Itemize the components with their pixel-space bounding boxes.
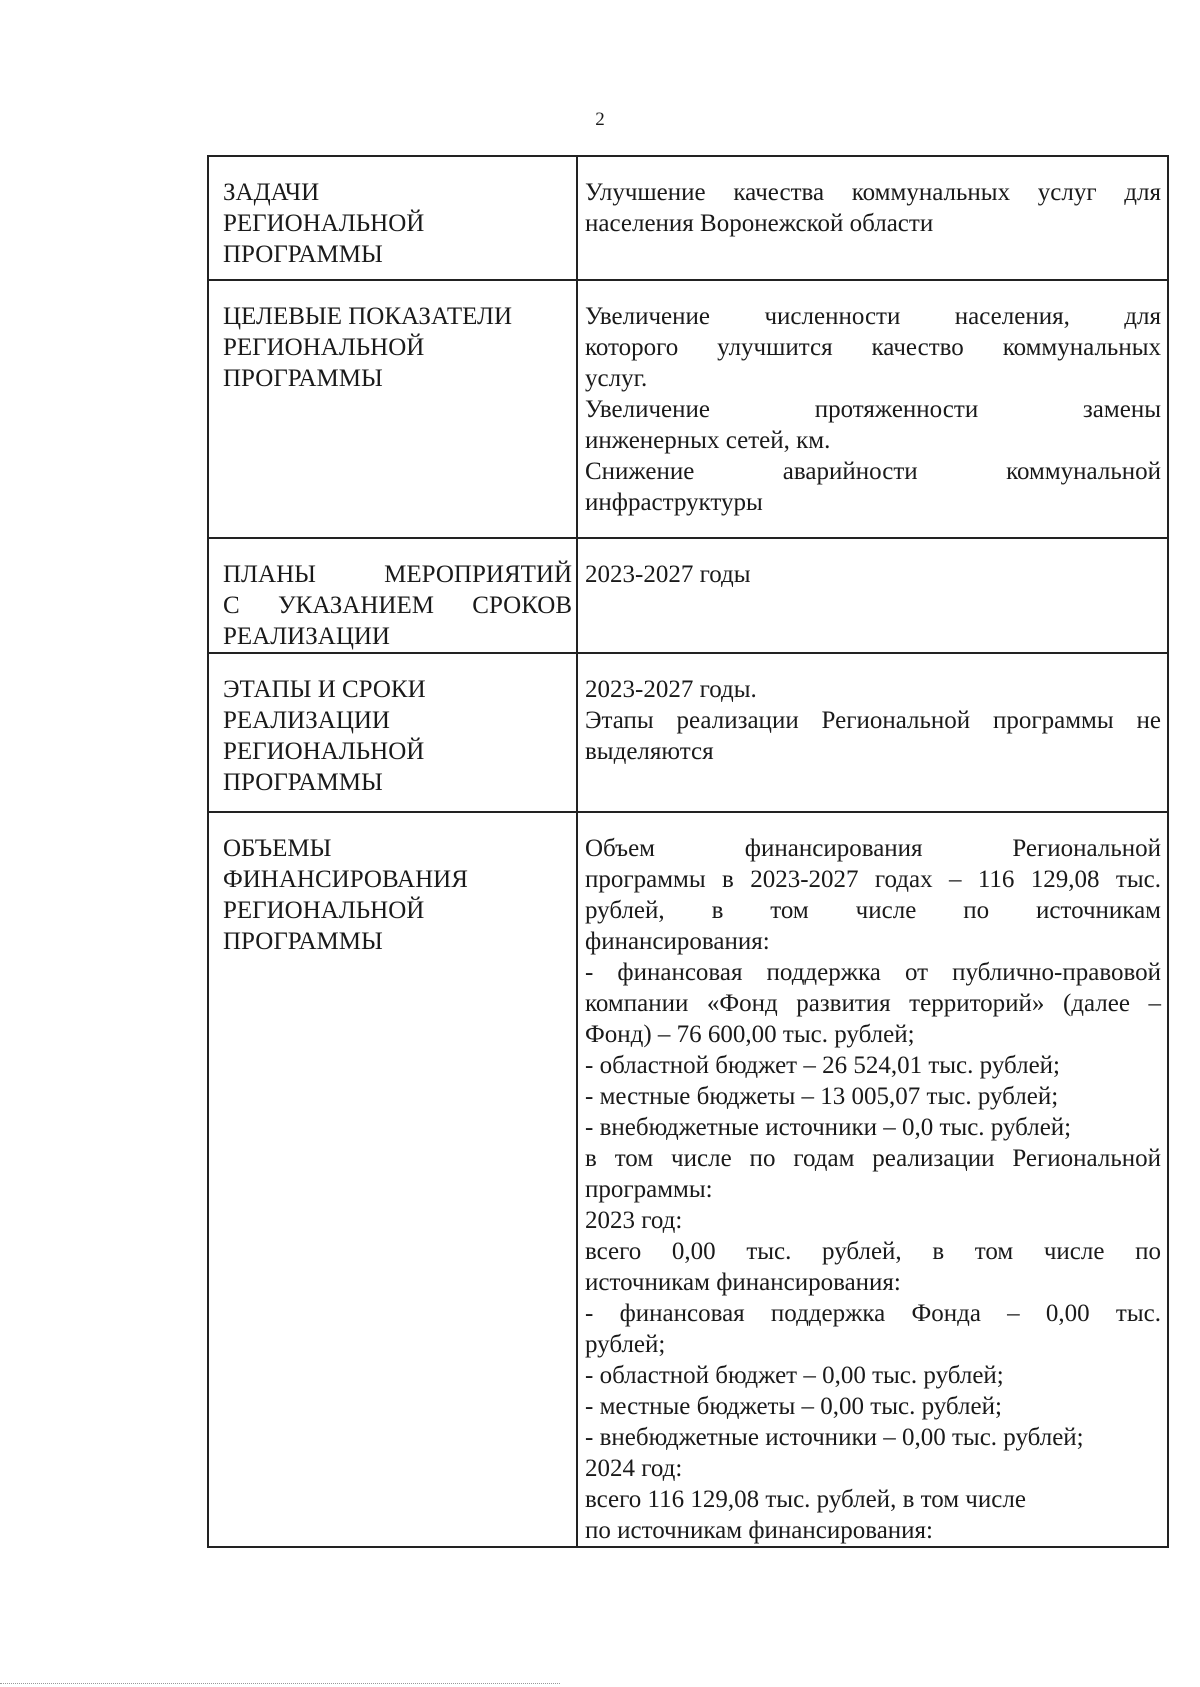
row-label-cell [208,156,577,280]
row-label-line: ОБЪЕМЫ [223,835,332,862]
row-value-line: Увеличение протяженности замены [585,396,1161,423]
row-value-line: 2023 год: [585,1207,683,1234]
row-value-line: программы: [585,1176,713,1203]
row-value-line: населения Воронежской области [585,210,934,237]
row-label-cell [208,812,577,1547]
row-value-line: 2023-2027 годы. [585,676,757,703]
row-value-line: - внебюджетные источники – 0,0 тыс. рублей; [585,1114,1072,1141]
row-label-line: ЗАДАЧИ [223,179,320,206]
row-value-line: компании «Фонд развития территорий» (далее – [585,990,1161,1017]
row-value-line: финансирования: [585,928,770,955]
row-value-line: - местные бюджеты – 13 005,07 тыс. рублей; [585,1083,1059,1110]
row-value-line: Снижение аварийности коммунальной [585,458,1161,485]
passport-row [208,156,1168,280]
row-label-line: РЕГИОНАЛЬНОЙ [223,897,425,924]
passport-row [208,653,1168,812]
row-label-line: РЕГИОНАЛЬНОЙ [223,738,425,765]
row-label-line: ПРОГРАММЫ [223,241,383,268]
row-value-line: программы в 2023-2027 годах – 116 129,08 тыс. [585,866,1161,893]
row-label-line: РЕГИОНАЛЬНОЙ [223,210,425,237]
row-value-cell [577,538,1168,653]
row-value-line: которого улучшится качество коммунальных [585,334,1161,361]
row-label-line: С УКАЗАНИЕМ СРОКОВ [223,592,572,619]
row-value-line: услуг. [585,365,648,392]
row-value-line: - финансовая поддержка от публично-правовой [585,959,1161,986]
passport-row [208,812,1168,1547]
row-label-line: ЦЕЛЕВЫЕ ПОКАЗАТЕЛИ [223,303,513,330]
row-label-line: ПРОГРАММЫ [223,365,383,392]
row-value-line: рублей, в том числе по источникам [585,897,1161,924]
row-value-line: источникам финансирования: [585,1269,901,1296]
program-passport-table [207,155,1169,1548]
row-label-cell [208,280,577,538]
row-value-line: Объем финансирования Региональной [585,835,1161,862]
row-label-cell [208,653,577,812]
row-value-line: 2023-2027 годы [585,561,751,588]
row-label-line: ПЛАНЫ МЕРОПРИЯТИЙ [223,561,572,588]
row-value-cell [577,280,1168,538]
row-value-cell [577,156,1168,280]
row-label-line: РЕАЛИЗАЦИИ [223,623,390,650]
row-value-cell [577,812,1168,1547]
row-value-line: в том числе по годам реализации Региональной [585,1145,1161,1172]
row-value-line: инфраструктуры [585,489,763,516]
row-value-line: Увеличение численности населения, для [585,303,1161,330]
row-value-line: инженерных сетей, км. [585,427,831,454]
passport-row [208,538,1168,653]
row-value-line: 2024 год: [585,1455,683,1482]
row-value-line: всего 116 129,08 тыс. рублей, в том числе [585,1486,1026,1513]
row-value-line: по источникам финансирования: [585,1517,933,1544]
row-value-line: - областной бюджет – 26 524,01 тыс. рублей; [585,1052,1060,1079]
row-value-line: - финансовая поддержка Фонда – 0,00 тыс. [585,1300,1161,1327]
row-label-line: ПРОГРАММЫ [223,769,383,796]
row-value-line: - местные бюджеты – 0,00 тыс. рублей; [585,1393,1002,1420]
row-label-line: ПРОГРАММЫ [223,928,383,955]
row-value-line: Этапы реализации Региональной программы не [585,707,1161,734]
row-label-line: РЕАЛИЗАЦИИ [223,707,390,734]
page-number: 2 [595,109,605,130]
passport-row [208,280,1168,538]
row-value-line: рублей; [585,1331,666,1358]
row-value-line: выделяются [585,738,714,765]
page-bottom-rule [0,1683,560,1684]
row-label-line: ФИНАНСИРОВАНИЯ [223,866,468,893]
row-label-line: ЭТАПЫ И СРОКИ [223,676,426,703]
row-label-line: РЕГИОНАЛЬНОЙ [223,334,425,361]
row-value-line: всего 0,00 тыс. рублей, в том числе по [585,1238,1161,1265]
passport-table-body [208,156,1168,1547]
row-value-line: - областной бюджет – 0,00 тыс. рублей; [585,1362,1004,1389]
row-value-line: Фонд) – 76 600,00 тыс. рублей; [585,1021,915,1048]
row-value-cell [577,653,1168,812]
row-value-line: Улучшение качества коммунальных услуг для [585,179,1161,206]
row-value-line: - внебюджетные источники – 0,00 тыс. рублей; [585,1424,1084,1451]
row-label-cell [208,538,577,653]
